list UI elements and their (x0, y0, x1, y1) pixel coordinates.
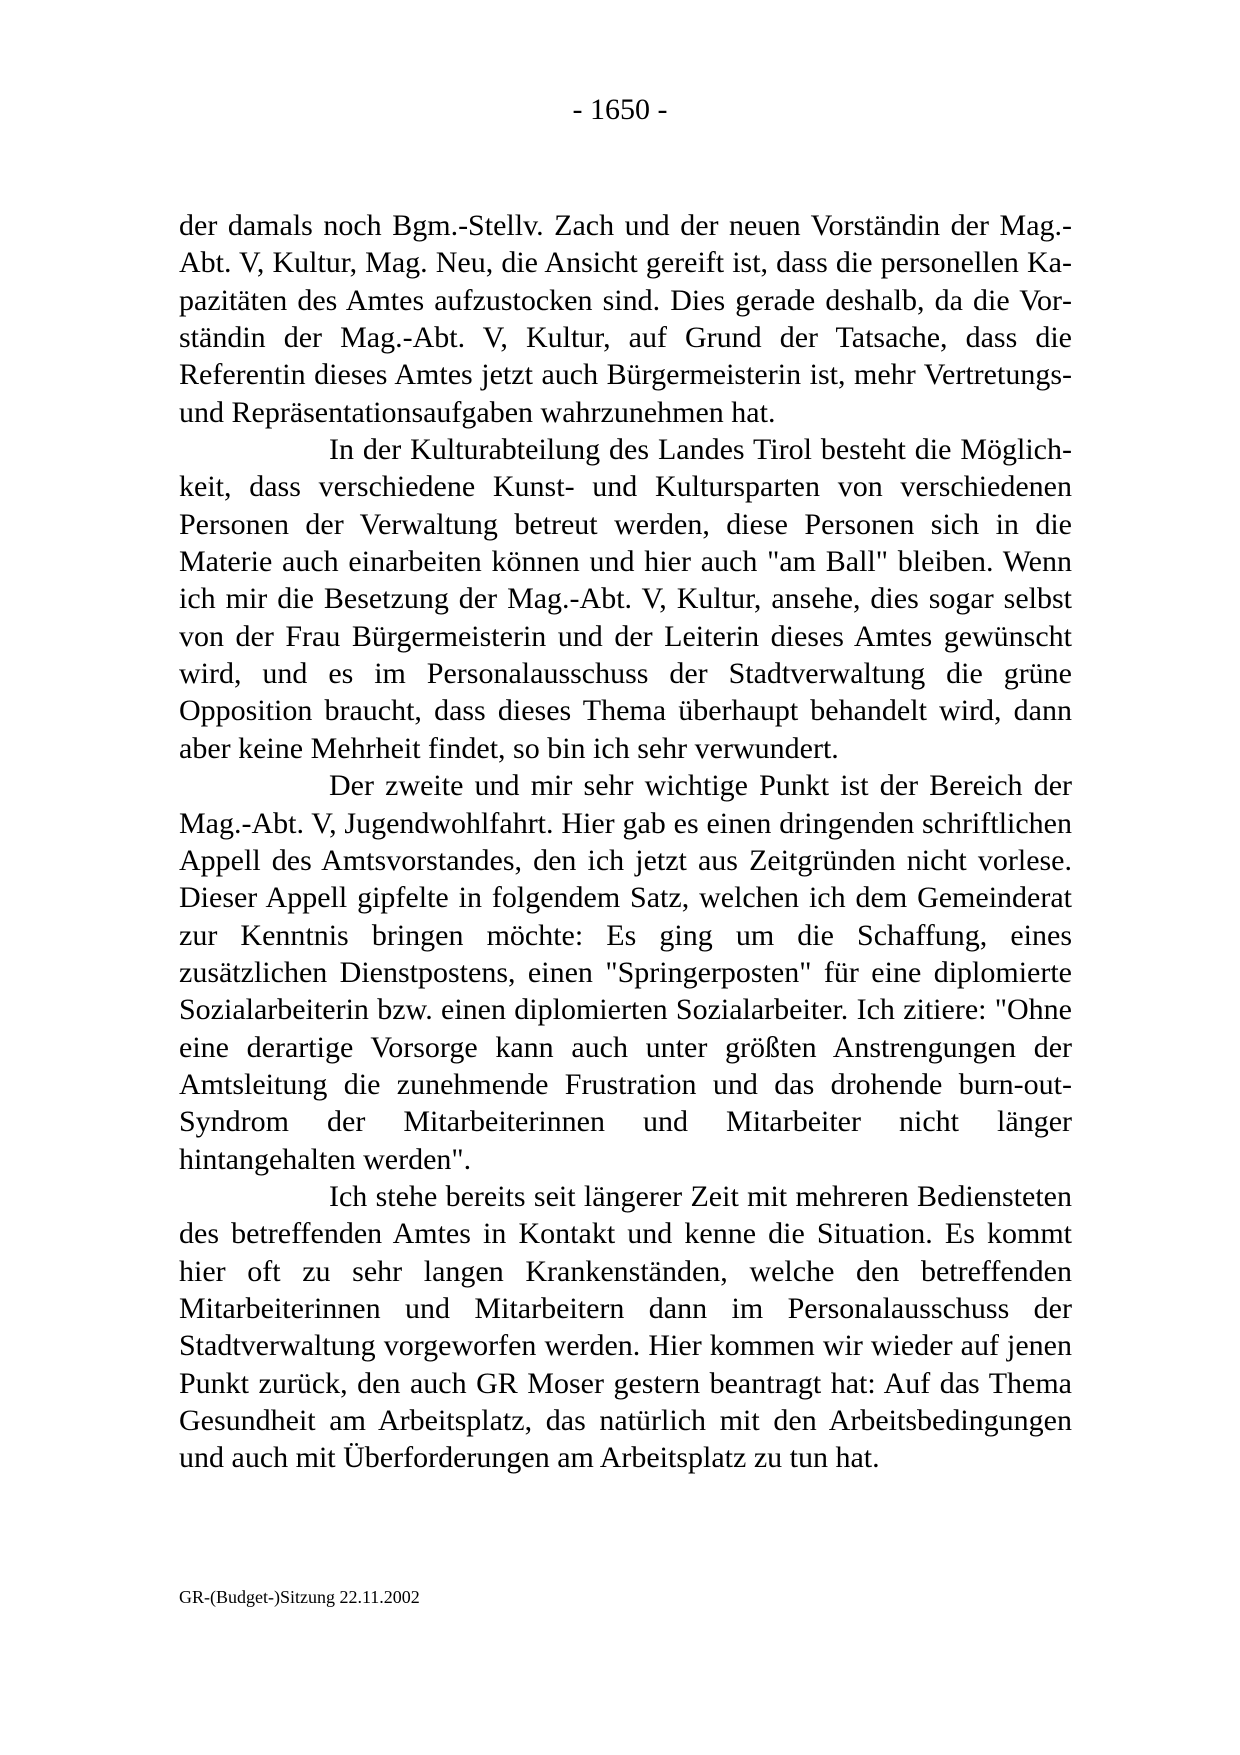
page-number: - 1650 - (572, 93, 668, 126)
paragraph-2: In der Kulturabteilung des Landes Tirol besteht die Möglichkeit, dass verschiedene Kunst- und Kultursparten von verschiedenen Personen der Verwaltung betreut werden, diese Personen sich in die Materie auch einarbeiten können und hier auch "am Ball" bleiben. Wenn ich mir die Besetzung der Mag.-Abt. V, Kultur, ansehe, dies sogar selbst von der Frau Bürgermeisterin und der Leiterin dieses Amtes gewünscht wird, und es im Personalausschuss der Stadtverwaltung die grüne Opposition braucht, dass dieses Thema überhaupt behandelt wird, dann aber keine Mehrheit findet, so bin ich sehr verwundert. (179, 433, 1072, 765)
paragraph-4: Ich stehe bereits seit längerer Zeit mit mehreren Bediensteten des betreffenden Amtes in Kontakt und kenne die Situation. Es kommt hier oft zu sehr langen Krankenständen, welche den betreffenden Mitarbeiterinnen und Mitarbeitern dann im Personalausschuss der Stadtverwaltung vorgeworfen werden. Hier kommen wir wieder auf jenen Punkt zurück, den auch GR Moser gestern beantragt hat: Auf das Thema Gesundheit am Arbeitsplatz, das natürlich mit den Arbeitsbedingungen und auch mit Überforderungen am Arbeitsplatz zu tun hat. (179, 1179, 1072, 1475)
body-text (179, 207, 1072, 1477)
footer-session-date: GR-(Budget-)Sitzung 22.11.2002 (179, 1587, 420, 1607)
paragraph-1: der damals noch Bgm.-Stellv. Zach und der neuen Vorständin der Mag.-Abt. V, Kultur, Mag. Neu, die Ansicht gereift ist, dass die personellen Kapazitäten des Amtes aufzustocken sind. Dies gerade deshalb, da die Vorständin der Mag.-Abt. V, Kultur, auf Grund der Tatsache, dass die Referentin dieses Amtes jetzt auch Bürgermeisterin ist, mehr Vertretungs- und Repräsentationsaufgaben wahrzunehmen hat. (179, 209, 1072, 429)
paragraph-3: Der zweite und mir sehr wichtige Punkt ist der Bereich der Mag.-Abt. V, Jugendwohlfahrt. Hier gab es einen dringenden schriftlichen Appell des Amtsvorstandes, den ich jetzt aus Zeitgründen nicht vorlese. Dieser Appell gipfelte in folgendem Satz, welchen ich dem Gemeinderat zur Kenntnis bringen möchte: Es ging um die Schaffung, eines zusätzlichen Dienstpostens, einen "Springerposten" für eine diplomierte Sozialarbeiterin bzw. einen diplomierten Sozialarbeiter. Ich zitiere: "Ohne eine derartige Vorsorge kann auch unter größten Anstrengungen der Amtsleitung die zunehmende Frustration und das drohende burn-out-Syndrom der Mitarbeiterinnen und Mitarbeiter nicht länger hintangehalten werden". (179, 769, 1072, 1176)
